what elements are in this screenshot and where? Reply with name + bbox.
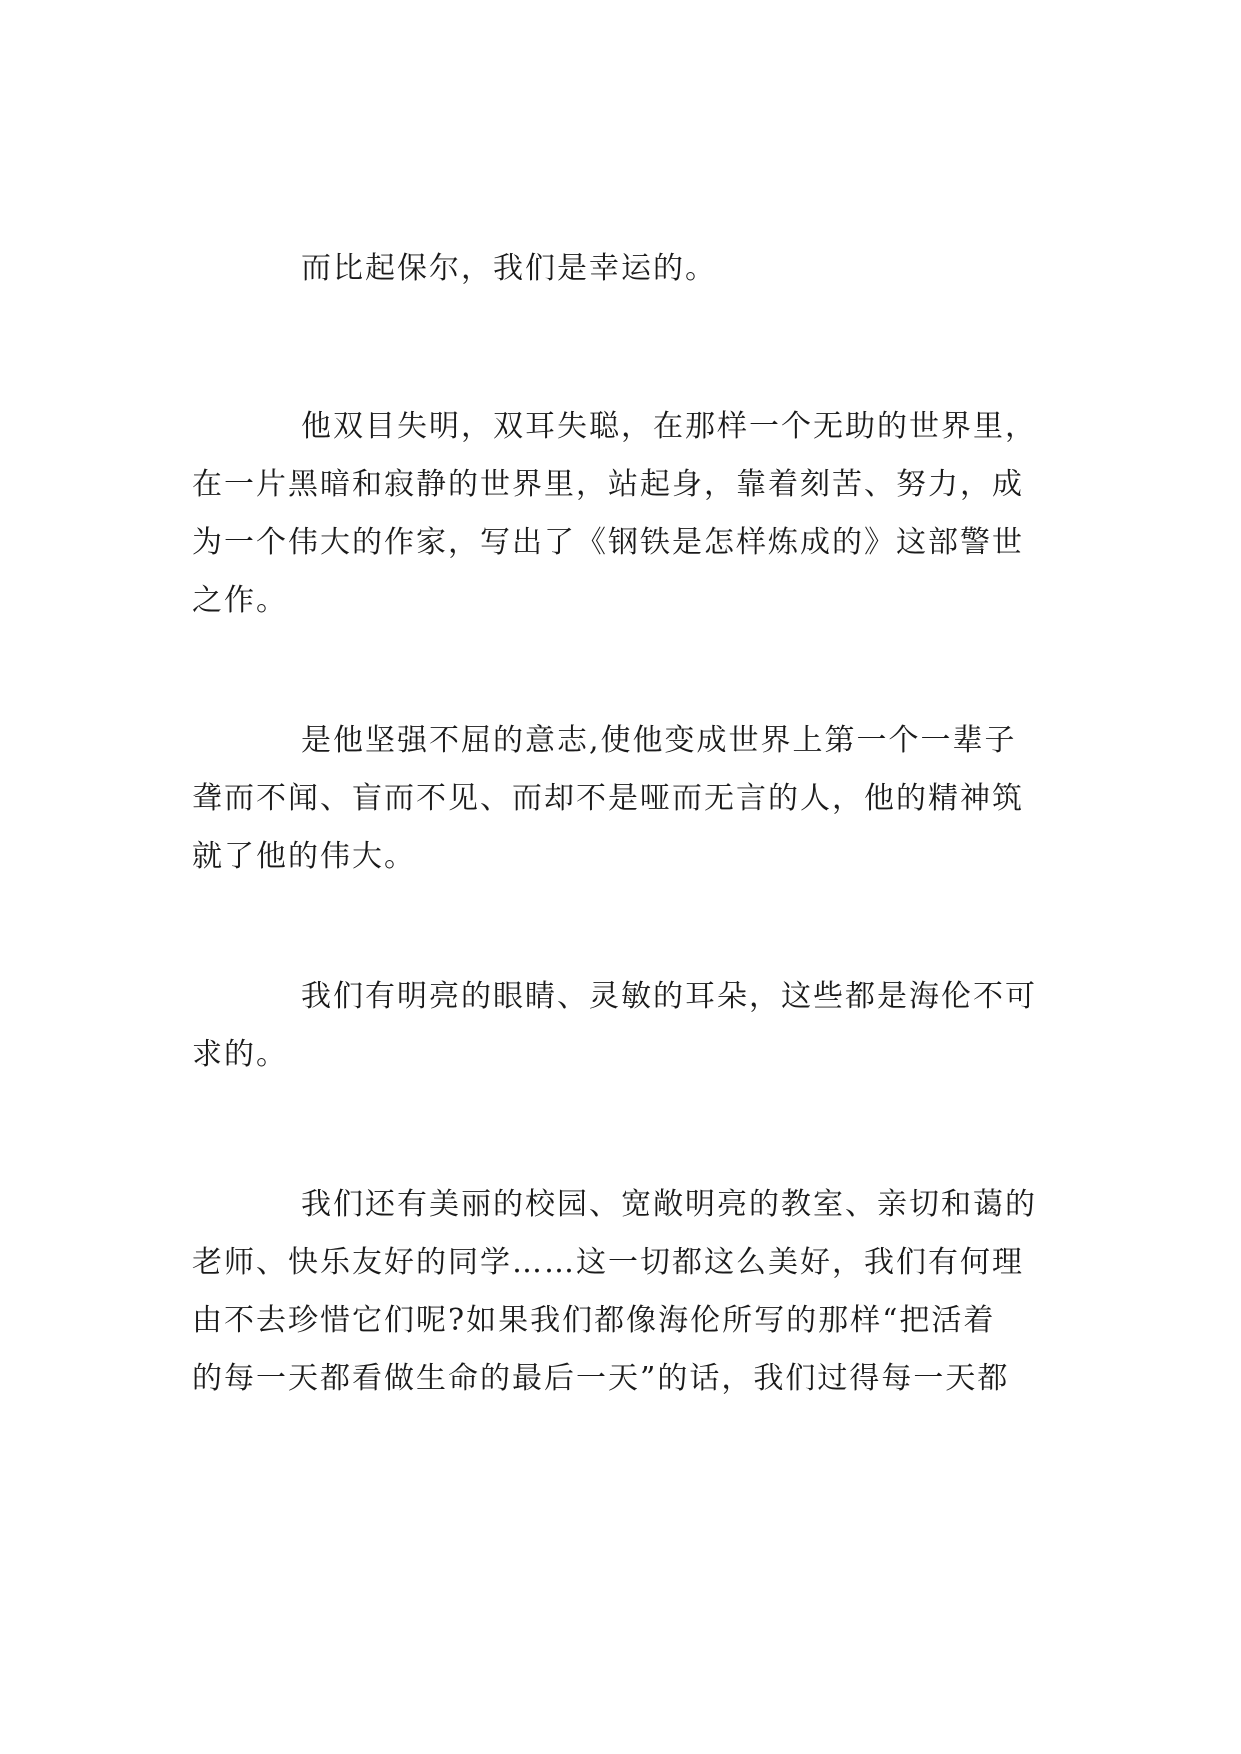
paragraph-1 <box>192 240 1052 298</box>
paragraph-line: 由不去珍惜它们呢?如果我们都像海伦所写的那样“把活着 <box>192 1303 996 1338</box>
paragraph-line: 老师、快乐友好的同学……这一切都这么美好，我们有何理 <box>192 1245 1024 1280</box>
paragraph-line: 我们有明亮的眼睛、灵敏的耳朵，这些都是海伦不可 <box>301 979 1037 1014</box>
paragraph-line: 求的。 <box>192 1037 288 1072</box>
paragraph-5 <box>192 1176 1052 1408</box>
paragraph-line: 在一片黑暗和寂静的世界里，站起身，靠着刻苦、努力，成 <box>192 467 1024 502</box>
paragraph-line: 他双目失明，双耳失聪，在那样一个无助的世界里， <box>301 409 1037 444</box>
paragraph-line: 聋而不闻、盲而不见、而却不是哑而无言的人，他的精神筑 <box>192 781 1024 816</box>
paragraph-line: 之作。 <box>192 583 288 618</box>
paragraph-3 <box>192 712 1052 886</box>
paragraph-line: 而比起保尔，我们是幸运的。 <box>301 251 717 286</box>
paragraph-line: 为一个伟大的作家，写出了《钢铁是怎样炼成的》这部警世 <box>192 525 1024 560</box>
paragraph-line: 我们还有美丽的校园、宽敞明亮的教室、亲切和蔼的 <box>301 1187 1037 1222</box>
paragraph-line: 是他坚强不屈的意志,使他变成世界上第一个一辈子 <box>301 723 1017 758</box>
paragraph-4 <box>192 968 1052 1084</box>
paragraph-line: 就了他的伟大。 <box>192 839 416 874</box>
paragraph-2 <box>192 398 1052 630</box>
paragraph-line: 的每一天都看做生命的最后一天”的话，我们过得每一天都 <box>192 1361 1010 1396</box>
